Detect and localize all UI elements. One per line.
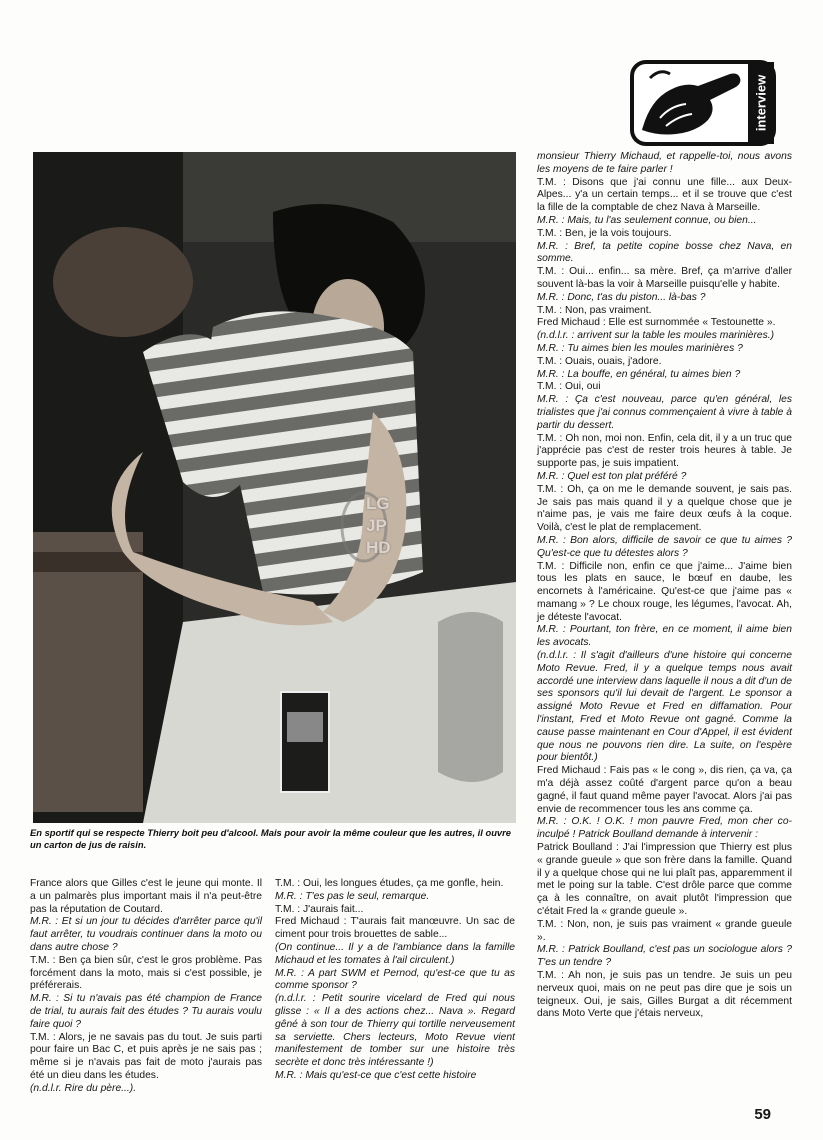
paragraph: M.R. : Et si un jour tu décides d'arrêter parce qu'il faut arrêter, tu voudrais continuer dans la moto ou dans autre chose ?: [30, 916, 262, 953]
paragraph: T.M. : Oui... enfin... sa mère. Bref, ça m'arrive d'aller souvent là-bas la voir à Marseille puisqu'elle y habite.: [537, 266, 792, 290]
paragraph: T.M. : Oui, les longues études, ça me gonfle, hein.: [275, 878, 504, 889]
paragraph: M.R. : A part SWM et Pernod, qu'est-ce que tu as comme sponsor ?: [275, 967, 515, 992]
watermark-line2: JP: [366, 516, 387, 535]
interview-badge: [630, 60, 776, 146]
watermark-line1: LG: [366, 494, 390, 513]
paragraph: Fred Michaud : Elle est surnommée « Testounette ».: [537, 317, 776, 329]
text-column-3: [537, 151, 792, 1021]
paragraph: M.R. : O.K. ! O.K. ! mon pauvre Fred, mon cher co-inculpé ! Patrick Boulland demande à intervenir :: [537, 816, 792, 841]
paragraph: (n.d.l.r. : Petit sourire vicelard de Fred qui nous glisse : « Il a des actions chez... Nava ». Regard gêné à son tour de Thierry qui tortille nerveusement sa serviette. Chers lecteurs, Moto Revue vient manifestement de tomber sur une histoire très secrète et donc très intéressante !): [275, 993, 515, 1069]
paragraph: T.M. : Oui, oui: [537, 381, 601, 393]
page-number: 59: [754, 1106, 771, 1123]
paragraph: M.R. : Bref, ta petite copine bosse chez Nava, en somme.: [537, 240, 792, 265]
paragraph: M.R. : Mais qu'est-ce que c'est cette histoire: [275, 1069, 477, 1081]
paragraph: T.M. : J'aurais fait...: [275, 903, 364, 915]
paragraph: Fred Michaud : T'aurais fait manœuvre. Un sac de ciment pour trois brouettes de sable...: [275, 916, 515, 941]
paragraph: (On continue... Il y a de l'ambiance dans la famille Michaud et les tomates à l'ail circulent.): [275, 941, 515, 966]
paragraph: (n.d.l.r. : Il s'agit d'ailleurs d'une histoire qui concerne Moto Revue. Fred, il y a quelque temps nous avait accordé une interview dans laquelle il nous a dit d'un de ses sponsors qu'il lui devait de l'argent. Le sponsor a assigné Moto Revue et Fred en diffamation. Pour l'instant, Fred et Moto Revue ont gagné. Comme la cause passe maintenant en Cour d'Appel, il est évident que nous ne pouvons rien dire. La suite, on l'espère pour bientôt.): [537, 650, 792, 764]
paragraph: T.M. : Difficile non, enfin ce que j'aime... J'aime bien tous les plats en sauce, le bœuf en daube, les encornets à l'américaine. Qu'est-ce que j'aime pas « mamang » ? Le choux rouge, les légumes, l'avocat. Ah, je déteste l'avocat.: [537, 560, 792, 623]
photo: [33, 152, 516, 823]
paragraph: T.M. : Ben, je la vois toujours.: [537, 227, 672, 239]
paragraph: T.M. : Non, pas vraiment.: [537, 304, 652, 316]
paragraph: T.M. : Alors, je ne savais pas du tout. Je suis parti pour faire un Bac C, et puis après je ne sais pas ; même si je n'avais pas fait de moto j'aurais pas été un dieu dans les études.: [30, 1031, 262, 1081]
paragraph: M.R. : Quel est ton plat préféré ?: [537, 470, 687, 482]
watermark-line3: HD: [366, 538, 391, 557]
paragraph: T.M. : Ouais, ouais, j'adore.: [537, 355, 662, 367]
paragraph: T.M. : Oh non, moi non. Enfin, cela dit, il y a un truc que j'apprécie pas c'est de rester trois heures à table. Je supporte pas, je suis impatient.: [537, 432, 792, 470]
paragraph: M.R. : Donc, t'as du piston... là-bas ?: [537, 291, 706, 303]
paragraph: Patrick Boulland : J'ai l'impression que Thierry est plus « grande gueule » que son frère dans la famille. Quand il y a quelque chose qui ne lui plaît pas, apparemment il met le poing sur la table. C'est drôle parce que comme ça à les connaître, on avait plutôt l'impression que c'était Fred la « grande gueule ».: [537, 842, 792, 918]
paragraph: (n.d.l.r. Rire du père...).: [30, 1082, 137, 1094]
paragraph: M.R. : T'es pas le seul, remarque.: [275, 890, 430, 902]
paragraph: M.R. : Patrick Boulland, c'est pas un sociologue alors ? T'es un tendre ?: [537, 944, 792, 969]
paragraph: M.R. : Pourtant, ton frère, en ce moment, il aime bien les avocats.: [537, 624, 792, 649]
badge-label: interview: [753, 74, 769, 132]
paragraph: T.M. : Ah non, je suis pas un tendre. Je suis un peu nerveux quoi, mais on ne peut pas dire que je sois un teigneux. Oui, je sais, Gilles Burgat a dit récemment dans Moto Verte que j'étais nerveux,: [537, 970, 792, 1020]
watermark-logo: [340, 487, 406, 569]
paragraph: T.M. : Disons que j'ai connu une fille... aux Deux-Alpes... y'a un certain temps... et il se trouve que c'est la fille de la comptable de chez Nava à Marseille.: [537, 176, 792, 214]
paragraph: T.M. : Oh, ça on me le demande souvent, je sais pas. Je sais pas mais quand il y a quelque chose que je n'aime pas, je vais me faire deux œufs à la coque. Voilà, c'est le plat de remplacement.: [537, 483, 792, 534]
paragraph: M.R. : Mais, tu l'as seulement connue, ou bien...: [537, 214, 757, 226]
paragraph: monsieur Thierry Michaud, et rappelle-toi, nous avons les moyens de te faire parler !: [537, 151, 792, 175]
text-column-1: [30, 878, 262, 1096]
paragraph: Fred Michaud : Fais pas « le cong », dis rien, ça va, ça m'a déjà assez coûté d'argent parce qu'on a beau gagné, il faut quand même payer l'avocat. Alors j'ai pas envie de recommencer tous les ans comme ça.: [537, 765, 792, 815]
paragraph: M.R. : Tu aimes bien les moules marinières ?: [537, 342, 743, 354]
paragraph: T.M. : Ben ça bien sûr, c'est le gros problème. Pas forcément dans la moto, mais si c'est possible, je préférerais.: [30, 954, 262, 992]
text-column-2: [275, 878, 515, 1083]
photo-caption: En sportif qui se respecte Thierry boit peu d'alcool. Mais pour avoir la même couleur que les autres, il ouvre un carton de jus de raisin.: [30, 827, 512, 850]
paragraph: M.R. : La bouffe, en général, tu aimes bien ?: [537, 368, 741, 380]
paragraph: France alors que Gilles c'est le jeune qui monte. Il a un palmarès plus important mais il n'a peut-être pas la réputation de Coutard.: [30, 878, 262, 915]
paragraph: (n.d.l.r. : arrivent sur la table les moules marinières.): [537, 330, 775, 342]
paragraph: M.R. : Bon alors, difficile de savoir ce que tu aimes ? Qu'est-ce que tu détestes alors ?: [537, 534, 792, 559]
paragraph: M.R. : Si tu n'avais pas été champion de France de trial, tu aurais fait des études ? Tu aurais voulu faire quoi ?: [30, 993, 262, 1030]
photo-person-pouring-juice-icon: [33, 152, 516, 823]
paragraph: M.R. : Ça c'est nouveau, parce qu'en général, les trialistes que j'ai connus commençaient à vivre à table à partir du dessert.: [537, 394, 792, 431]
paragraph: T.M. : Non, non, je suis pas vraiment « grande gueule ».: [537, 918, 792, 943]
